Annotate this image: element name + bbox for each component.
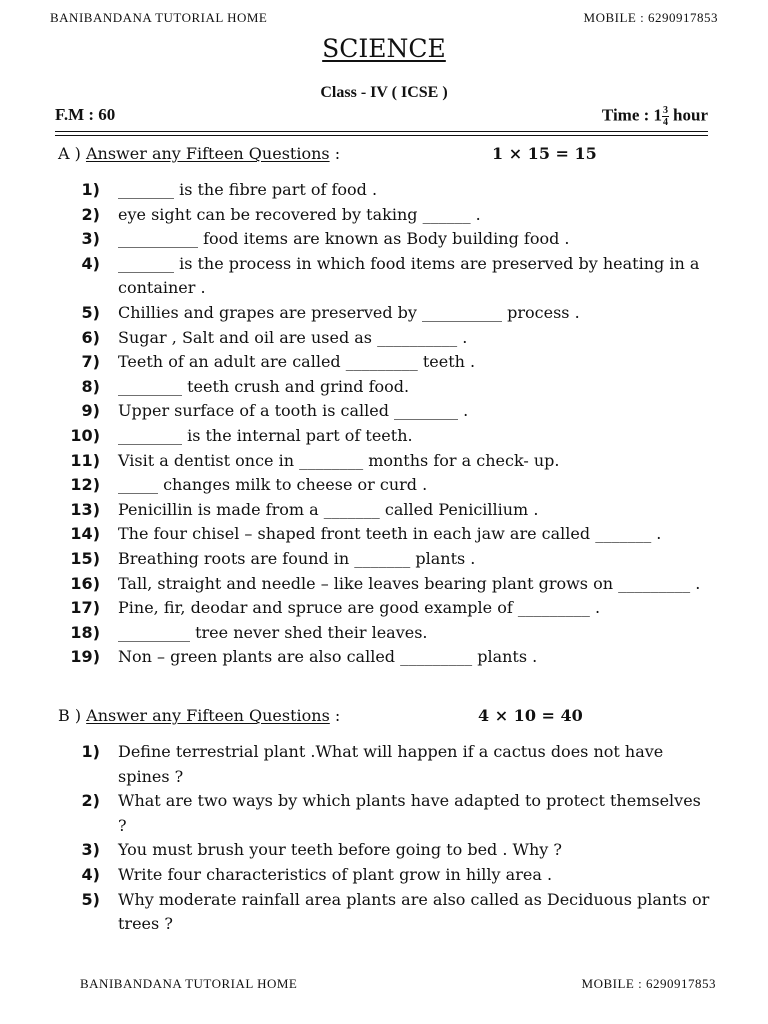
section-b-questions (0, 740, 768, 937)
question-text: _______ is the process in which food items are preserved by heating in a container . (118, 253, 700, 298)
question-number: 1) (81, 742, 100, 761)
question-number: 14) (70, 524, 100, 544)
question-item (0, 645, 768, 670)
question-number: 11) (70, 450, 100, 470)
question-number: 3) (81, 229, 100, 249)
section-b-heading (58, 706, 708, 728)
question-item (0, 596, 768, 621)
header-mobile: MOBILE : 6290917853 (583, 10, 718, 25)
footer-mobile: MOBILE : 6290917853 (581, 976, 716, 991)
section-b-marks: 4 × 10 = 40 (478, 706, 583, 725)
question-text: Breathing roots are found in _______ plants . (118, 548, 476, 568)
section-a-marks: 1 × 15 = 15 (492, 144, 597, 163)
question-number: 15) (70, 548, 100, 568)
question-number: 1) (81, 180, 100, 199)
question-number: 13) (70, 499, 100, 519)
question-text: Sugar , Salt and oil are used as __________ . (118, 327, 468, 347)
question-item (0, 473, 768, 498)
question-item (0, 350, 768, 375)
question-item (0, 252, 768, 301)
question-text: Why moderate rainfall area plants are also called as Deciduous plants or trees ? (118, 889, 710, 934)
time-numerator: 3 (663, 105, 669, 116)
question-number: 4) (81, 253, 100, 273)
section-a-prefix: A ) (58, 144, 86, 163)
question-text: Visit a dentist once in ________ months for a check- up. (118, 450, 560, 470)
question-item (0, 838, 768, 863)
header-institute: BANIBANDANA TUTORIAL HOME (50, 10, 268, 25)
question-text: Write four characteristics of plant grow in hilly area . (118, 864, 553, 884)
question-number: 12) (70, 475, 100, 495)
question-number: 2) (81, 204, 100, 224)
footer-institute: BANIBANDANA TUTORIAL HOME (80, 976, 298, 991)
question-text: Tall, straight and needle – like leaves bearing plant grows on _________ . (118, 573, 701, 593)
question-item (0, 203, 768, 228)
section-b-colon: : (329, 706, 341, 725)
question-number: 8) (81, 376, 100, 396)
question-number: 4) (81, 864, 100, 884)
question-number: 5) (81, 889, 100, 909)
section-b-title: Answer any Fifteen Questions (86, 706, 330, 725)
question-item (0, 863, 768, 888)
question-text: __________ food items are known as Body building food . (118, 229, 570, 249)
section-a-heading (58, 144, 708, 166)
question-text: _______ is the fibre part of food . (118, 180, 378, 199)
marks-time-row (55, 102, 708, 130)
question-item (0, 522, 768, 547)
question-text: What are two ways by which plants have adapted to protect themselves ? (118, 791, 701, 835)
question-text: Penicillin is made from a _______ called Penicillium . (118, 499, 539, 519)
question-item (0, 399, 768, 424)
question-number: 6) (81, 327, 100, 347)
question-number: 7) (81, 352, 100, 372)
question-item (0, 888, 768, 937)
question-number: 9) (81, 401, 100, 421)
question-number: 2) (81, 791, 100, 811)
question-text: _____ changes milk to cheese or curd . (118, 475, 428, 495)
question-item (0, 621, 768, 646)
section-a-questions (0, 178, 768, 670)
question-text: Teeth of an adult are called _________ teeth . (118, 352, 476, 372)
class-line: Class - IV ( ICSE ) (320, 84, 448, 101)
question-number: 17) (70, 598, 100, 618)
section-a-title: Answer any Fifteen Questions (85, 144, 330, 163)
question-item (0, 424, 768, 449)
question-item (0, 178, 768, 203)
question-text: Chillies and grapes are preserved by __________ process . (118, 302, 580, 322)
question-number: 18) (70, 622, 100, 642)
time-fraction (662, 105, 669, 128)
time-allowed (602, 105, 708, 128)
question-text: Define terrestrial plant .What will happen if a cactus does not have spines ? (118, 742, 664, 786)
question-item (0, 375, 768, 400)
question-number: 5) (81, 302, 100, 322)
section-b-prefix: B ) (58, 706, 87, 725)
question-item (0, 740, 768, 789)
time-suffix: hour (673, 105, 708, 125)
page-title: SCIENCE (322, 34, 446, 63)
full-marks: F.M : 60 (55, 105, 116, 124)
question-item (0, 498, 768, 523)
question-text: Upper surface of a tooth is called ________ . (118, 401, 469, 421)
question-text: _________ tree never shed their leaves. (118, 622, 428, 642)
question-number: 19) (70, 647, 100, 667)
question-text: ________ teeth crush and grind food. (118, 376, 410, 396)
question-number: 3) (81, 840, 100, 860)
divider-line (55, 135, 708, 136)
divider-line (55, 131, 708, 132)
question-item (0, 789, 768, 838)
question-item (0, 326, 768, 351)
question-text: Pine, fir, deodar and spruce are good example of _________ . (118, 598, 601, 618)
question-text: You must brush your teeth before going to bed . Why ? (118, 840, 562, 860)
question-item (0, 449, 768, 474)
question-item (0, 301, 768, 326)
section-a-colon: : (329, 144, 341, 163)
question-item (0, 227, 768, 252)
question-text: ________ is the internal part of teeth. (118, 425, 413, 445)
question-number: 10) (70, 425, 100, 445)
question-number: 16) (70, 573, 100, 593)
time-denominator: 4 (663, 117, 669, 128)
question-text: Non – green plants are also called _________ plants . (118, 647, 538, 667)
question-text: The four chisel – shaped front teeth in each jaw are called _______ . (118, 524, 662, 544)
time-prefix: Time : 1 (601, 105, 663, 125)
question-item (0, 547, 768, 572)
question-text: eye sight can be recovered by taking ______ . (118, 204, 481, 224)
question-item (0, 572, 768, 597)
